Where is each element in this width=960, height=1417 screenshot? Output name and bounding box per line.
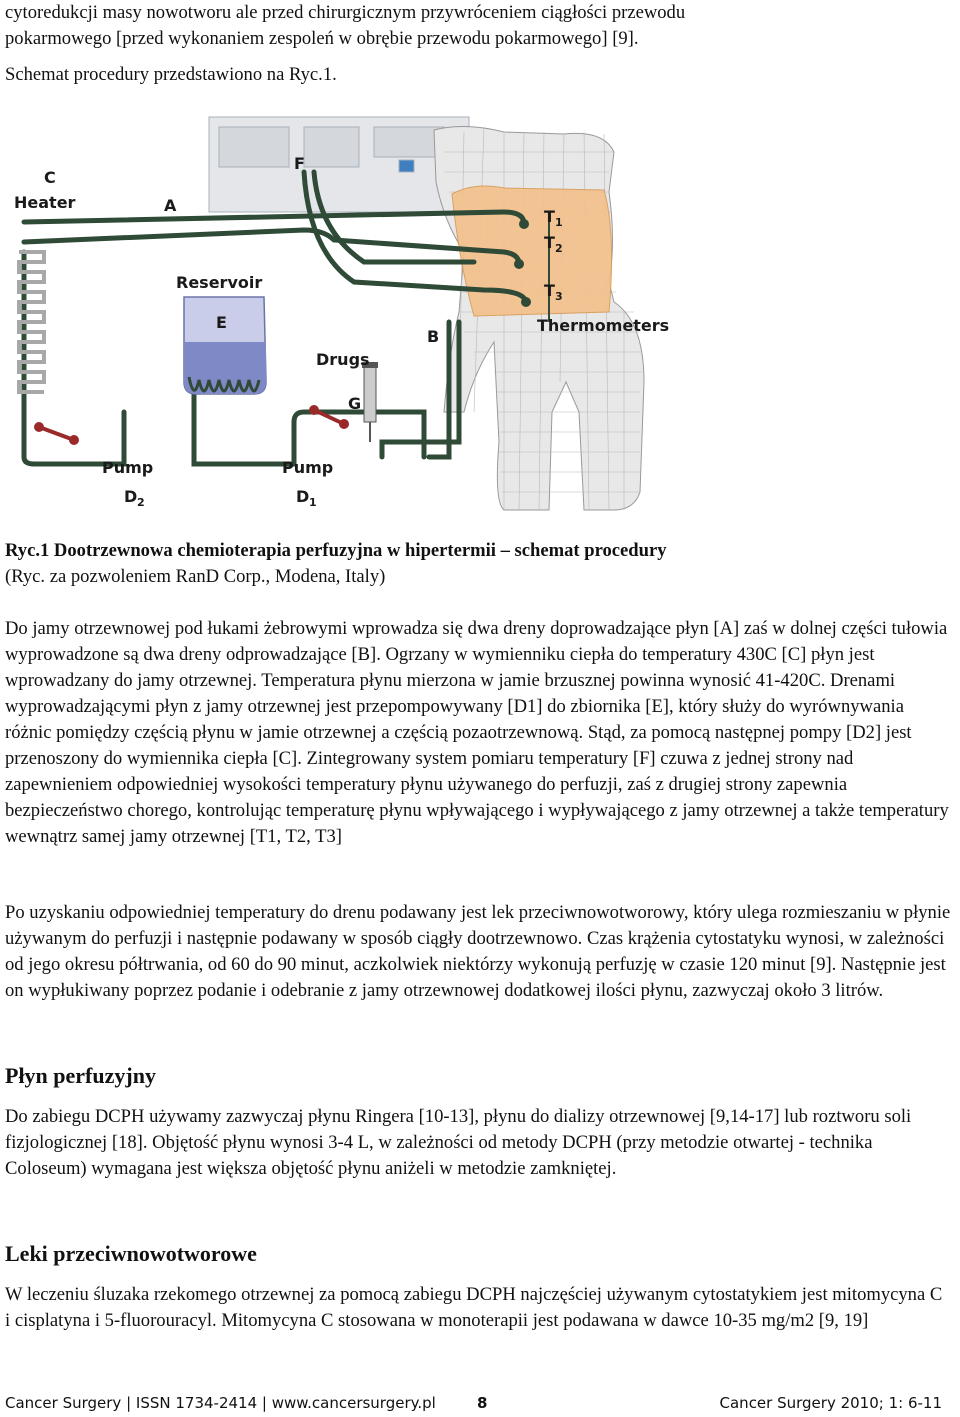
label-t1-sub: 1 bbox=[555, 216, 563, 229]
footer-page-number: 8 bbox=[477, 1394, 488, 1412]
reservoir-bag bbox=[184, 297, 266, 394]
equipment-panel bbox=[209, 117, 469, 212]
label-reservoir: Reservoir bbox=[176, 273, 263, 292]
label-t1: T bbox=[544, 207, 555, 226]
figure-caption-title: Ryc.1 Dootrzewnowa chemioterapia perfuzyjna w hipertermii – schemat procedury bbox=[5, 540, 667, 561]
perfusion-schematic-figure bbox=[4, 112, 670, 512]
label-drugs: Drugs bbox=[316, 350, 370, 369]
label-e: E bbox=[216, 313, 227, 332]
label-pump-left: Pump bbox=[102, 458, 154, 477]
paragraph-anticancer-drugs: W leczeniu śluzaka rzekomego otrzewnej za pomocą zabiegu DCPH najczęściej używanym cytostatykiem jest mitomycyna C i cisplatyna i 5-fluorouracyl. Mitomycyna C stosowana w monoterapii jest podawana w dawce 10-35 mg/m2 [9, 19] bbox=[5, 1284, 943, 1331]
paragraph-drug-administration: Po uzyskaniu odpowiedniej temperatury do drenu podawany jest lek przeciwnowotworowy, który ulega rozmieszaniu w płynie używanym do perfuzji i następnie podawany w sposób ciągły dootrzewnowo. Czas krążenia cytostatyku wynosi, w zależności od jego okresu półtrwania, od 60 do 90 minut, aczkolwiek niektórzy wykonują perfuzję w czasie 120 minut [9]. Następnie jest on wypłukiwany poprzez podanie i odebranie z jamy otrzewnowej dodatkowej ilości płynu, zazwyczaj około 3 litrów. bbox=[5, 902, 951, 1001]
heading-perfusion-fluid: Płyn perfuzyjny bbox=[5, 1063, 156, 1088]
figure-caption-source: (Ryc. za pozwoleniem RanD Corp., Modena, Italy) bbox=[5, 566, 386, 587]
heater-coil bbox=[19, 252, 44, 392]
label-d2-sub: 2 bbox=[137, 496, 145, 509]
label-b: B bbox=[427, 327, 440, 346]
label-f: F bbox=[294, 154, 305, 173]
label-g: G bbox=[348, 394, 362, 413]
footer-journal-info: Cancer Surgery | ISSN 1734-2414 | www.cancersurgery.pl bbox=[5, 1394, 436, 1412]
page-footer bbox=[5, 1394, 942, 1416]
intro-line-2: pokarmowego [przed wykonaniem zespoleń w obrębie przewodu pokarmowego] [9]. bbox=[5, 28, 639, 49]
label-thermometers: Thermometers bbox=[537, 316, 670, 335]
intro-line-3: Schemat procedury przedstawiono na Ryc.1. bbox=[5, 64, 337, 85]
heading-anticancer-drugs: Leki przeciwnowotworowe bbox=[5, 1241, 257, 1266]
intro-line-1: cytoredukcji masy nowotworu ale przed chirurgicznym przywróceniem ciągłości przewodu bbox=[5, 2, 686, 23]
label-t3: T bbox=[544, 281, 555, 300]
label-c: C bbox=[44, 168, 56, 187]
label-pump-right: Pump bbox=[282, 458, 334, 477]
label-d1-sub: 1 bbox=[309, 496, 317, 509]
label-d1: D bbox=[296, 487, 310, 506]
label-t2: T bbox=[544, 233, 555, 252]
paragraph-procedure: Do jamy otrzewnowej pod łukami żebrowymi wprowadza się dwa dreny doprowadzające płyn [A] zaś w dolnej części tułowia wyprowadzone są dwa dreny odprowadzające [B]. Ogrzany w wymienniku ciepła do temperatury 430C [C] płyn jest wprowadzany do jamy otrzewnej. Temperatura płynu mierzona w jamie brzusznej powinna wynosić 41-420C. Drenami wyprowadzającymi płyn z jamy otrzewnej jest przepompowywany [D1] do zbiornika [E], który służy do wyrównywania różnic pomiędzy częścią płynu w jamie otrzewnej a częścią pozaotrzewnową. Stąd, za pomocą następnej pompy [D2] jest przenoszony do wymiennika ciepła [C]. Zintegrowany system pomiaru temperatury [F] czuwa z jednej strony nad zapewnieniem odpowiedniej wysokości temperatury płynu używanego do perfuzji, zaś z drugiej strony zapewnia bezpieczeństwo chorego, kontrolując temperaturę płynu wpływającego i wypływającego z jamy otrzewnej a także temperatury wewnątrz samej jamy otrzewnej [T1, T2, T3] bbox=[5, 618, 949, 847]
paragraph-perfusion-fluid: Do zabiegu DCPH używamy zazwyczaj płynu Ringera [10-13], płynu do dializy otrzewnowej [9,14-17] lub roztworu soli fizjologicznej [18]. Objętość płynu wynosi 3-4 L, w zależności od metody DCPH (przy metodzie otwartej - technika Coloseum) wymagana jest większa objętość płynu aniżeli w metodzie zamkniętej. bbox=[5, 1106, 912, 1179]
label-heater: Heater bbox=[14, 193, 76, 212]
label-d2: D bbox=[124, 487, 138, 506]
footer-citation: Cancer Surgery 2010; 1: 6-11 bbox=[719, 1394, 942, 1412]
label-t2-sub: 2 bbox=[555, 242, 563, 255]
label-t3-sub: 3 bbox=[555, 290, 563, 303]
label-a: A bbox=[164, 196, 177, 215]
